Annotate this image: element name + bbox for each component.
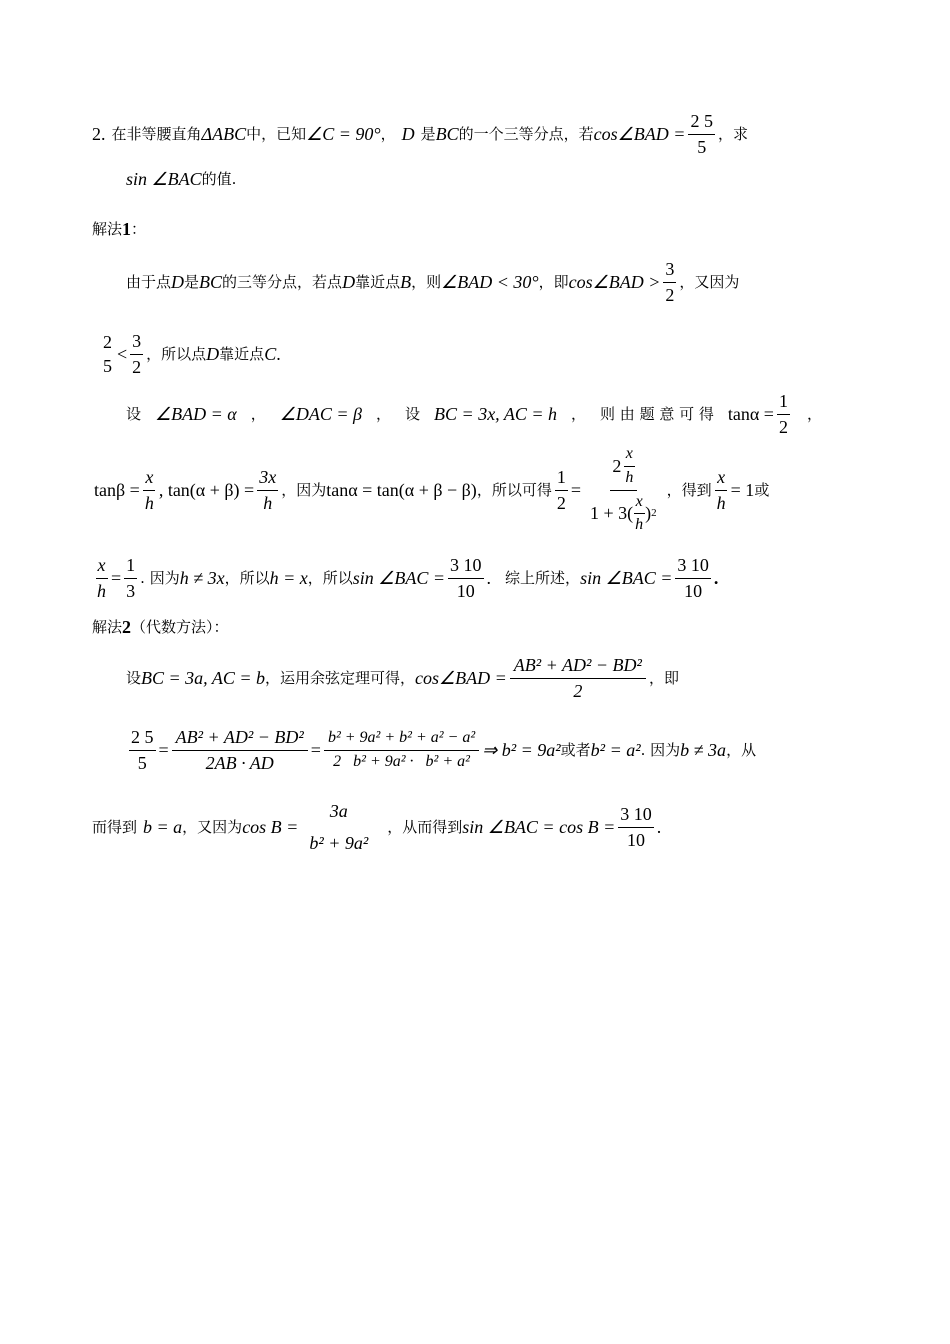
point-d: D	[206, 344, 220, 365]
text: ，从而得到	[387, 817, 463, 836]
fraction-denominator: 5	[697, 136, 707, 157]
assumption: BC = 3x, AC = h	[434, 404, 558, 425]
fraction	[324, 730, 479, 771]
cos-bad: cos∠BAD =	[415, 668, 507, 689]
exponent: 2	[651, 507, 657, 520]
period: .	[276, 344, 281, 365]
fraction	[101, 333, 114, 377]
point-d: D	[401, 124, 415, 145]
text: 的三等分点，若点	[222, 272, 343, 291]
compound-denominator	[584, 491, 664, 535]
fraction-numerator: 3x	[257, 468, 278, 491]
fraction-denominator: 2	[556, 492, 566, 513]
fraction	[618, 805, 654, 850]
problem-text-1: 在非等腰直角	[111, 124, 202, 143]
text: 靠近点	[219, 344, 265, 363]
text: ，运用余弦定理可得，	[265, 668, 416, 687]
fraction	[663, 260, 676, 305]
angle-c: ∠C = 90°	[306, 124, 381, 145]
solution-1-line-5	[92, 556, 718, 601]
equals: =	[310, 740, 321, 761]
fraction-denominator: 2AB · AD	[205, 752, 274, 773]
text: ，从	[726, 740, 757, 759]
solution-1-line-2	[98, 332, 281, 377]
solution-1-line-3	[126, 392, 822, 437]
sin-bac-equals-cos-b: sin ∠BAC = cos B =	[462, 817, 616, 838]
fraction-numerator: 3 10	[675, 556, 711, 579]
heading-number: 2	[122, 617, 132, 637]
cos-bad: cos∠BAD >	[568, 272, 661, 293]
fraction	[623, 446, 635, 487]
solution-2-line-1	[126, 656, 679, 701]
fraction-numerator: 2 5	[688, 112, 715, 135]
text: ，因为	[281, 480, 327, 499]
equation: h = x	[269, 568, 308, 589]
fraction-numerator: 3	[663, 260, 676, 283]
equation: b = a	[143, 817, 183, 838]
fraction	[777, 392, 790, 437]
point-d: D	[171, 272, 185, 293]
text: ，	[250, 404, 266, 423]
fraction	[688, 112, 715, 157]
tan-beta: tanβ =	[94, 480, 140, 501]
angle-alpha: ∠BAD = α	[155, 404, 237, 425]
fraction	[555, 468, 568, 513]
equals: =	[158, 740, 169, 761]
fraction-numerator: 1	[777, 392, 790, 415]
text: 由于点	[126, 272, 172, 291]
problem-text-6: ，求	[717, 124, 748, 143]
fraction-numerator: 3 10	[448, 556, 484, 579]
fraction	[172, 728, 308, 773]
fraction	[307, 802, 370, 853]
problem-text-4: 是	[420, 124, 436, 143]
text: ，	[806, 404, 822, 423]
identity: tanα = tan(α + β − β)	[326, 480, 477, 501]
solution-1-heading	[92, 220, 146, 238]
fraction-denominator: h	[97, 580, 106, 601]
text: ，即	[538, 272, 569, 291]
sin-bac: sin ∠BAC =	[352, 568, 446, 589]
period: .	[713, 568, 719, 589]
fraction-denominator: b² + 9a²	[309, 832, 369, 853]
fraction-denominator: h	[635, 516, 644, 534]
inequality: b ≠ 3a	[680, 740, 727, 761]
fraction-numerator: 3	[130, 332, 143, 355]
segment-bc: BC	[435, 124, 459, 145]
solution-1-line-4	[94, 446, 769, 534]
text: 设	[126, 668, 142, 687]
text: 设	[126, 404, 142, 423]
problem-text-2: 中，已知	[246, 124, 307, 143]
problem-text-5: 的一个三等分点，若	[458, 124, 594, 143]
fraction	[448, 556, 484, 601]
tan-alpha-plus-beta: , tan(α + β) =	[158, 480, 255, 501]
text: ，所以可得	[476, 480, 552, 499]
text: ，得到	[666, 480, 712, 499]
text: 而得到	[92, 817, 138, 836]
text: 或	[754, 480, 770, 499]
fraction-denominator: h	[144, 492, 154, 513]
fraction	[715, 468, 728, 513]
fraction-denominator: 2	[665, 284, 675, 305]
problem-number: 2.	[92, 124, 106, 145]
fraction	[633, 494, 645, 535]
text: 或者	[560, 740, 591, 759]
less-than: <	[117, 344, 128, 365]
fraction-denominator: 2	[573, 680, 583, 701]
fraction-numerator: x	[143, 468, 155, 491]
text: 是	[184, 272, 200, 291]
text: ，又因为	[182, 817, 243, 836]
fraction-denominator: h	[625, 468, 634, 486]
point-d: D	[342, 272, 356, 293]
fraction-numerator: AB² + AD² − BD²	[172, 728, 308, 751]
problem-line-1	[92, 112, 748, 157]
fraction-numerator: 3a	[329, 801, 348, 821]
paren: )	[645, 503, 652, 524]
solution-2-line-2	[126, 728, 756, 773]
coefficient: 2	[612, 455, 622, 476]
point-c: C	[264, 344, 277, 365]
text: 综上所述，	[505, 568, 581, 587]
fraction-denominator: 2 b² + 9a² · b² + a²	[333, 752, 470, 770]
fraction-numerator: x	[715, 468, 727, 491]
heading-text: 解法	[92, 617, 123, 636]
text: ，又因为	[679, 272, 740, 291]
fraction-numerator: 1	[555, 468, 568, 491]
segment-bc: BC	[199, 272, 223, 293]
fraction-denominator: h	[716, 492, 726, 513]
text: ，所以	[224, 568, 270, 587]
period: .	[486, 568, 492, 589]
tan-alpha: tanα =	[727, 404, 774, 425]
compound-fraction	[584, 446, 664, 534]
problem-text-7: 的值.	[201, 169, 237, 188]
equals-one: = 1	[730, 480, 755, 501]
fraction-numerator: b² + 9a² + b² + a² − a²	[324, 730, 479, 751]
fraction	[257, 468, 278, 513]
text: 设	[405, 404, 421, 423]
fraction-numerator: x	[624, 446, 635, 467]
fraction	[95, 556, 108, 601]
text: 1 + 3(	[589, 503, 634, 524]
angle-bad-bound: ∠BAD < 30°	[441, 272, 539, 293]
fraction	[129, 728, 156, 773]
text: ，则	[411, 272, 442, 291]
fraction	[130, 332, 143, 377]
text: . 因为	[640, 740, 681, 759]
angle-beta: ∠DAC = β	[279, 404, 363, 425]
fraction	[143, 468, 156, 513]
problem-text-3: ，	[380, 124, 396, 143]
problem-line-2	[126, 170, 236, 188]
solution-2-heading	[92, 618, 229, 636]
text: ，	[571, 404, 587, 423]
solution-1-line-1	[126, 260, 739, 305]
sin-bac: sin ∠BAC =	[580, 568, 673, 589]
fraction-denominator: 10	[456, 580, 475, 601]
fraction-numerator: x	[634, 494, 645, 515]
heading-colon: ：	[131, 219, 147, 238]
fraction-numerator: 1	[124, 556, 137, 579]
text: 靠近点	[355, 272, 401, 291]
fraction	[124, 556, 137, 601]
heading-text: 解法	[92, 219, 123, 238]
assumption: BC = 3a, AC = b	[141, 668, 265, 689]
triangle-label: ΔABC	[201, 124, 247, 145]
text: 则 由 题 意 可 得	[600, 404, 714, 423]
cos-bad: cos∠BAD =	[593, 124, 686, 145]
implication: ⇒ b² = 9a²	[482, 740, 561, 761]
cos-b: cos B =	[242, 817, 299, 838]
period: .	[656, 817, 662, 838]
solution-2-line-3	[92, 802, 661, 853]
fraction-denominator: 10	[626, 829, 645, 850]
equals: =	[570, 480, 581, 501]
heading-number: 1	[122, 219, 132, 239]
text: ，即	[648, 668, 679, 687]
fraction	[510, 656, 646, 701]
fraction-numerator: 3 10	[618, 805, 654, 828]
fraction-denominator: 2	[132, 356, 142, 377]
fraction-denominator: 3	[126, 580, 136, 601]
fraction-denominator: 5	[103, 356, 112, 377]
text: ，	[376, 404, 392, 423]
equation: b² = a²	[590, 740, 641, 761]
text: . 因为	[140, 568, 180, 587]
fraction	[675, 556, 711, 601]
sin-bac: sin ∠BAC	[126, 169, 202, 189]
fraction-numerator: AB² + AD² − BD²	[510, 656, 646, 679]
heading-text: （代数方法）：	[131, 617, 229, 636]
fraction-denominator: 5	[137, 752, 147, 773]
fraction-denominator: h	[263, 492, 273, 513]
equals: =	[111, 568, 122, 589]
fraction-numerator: x	[96, 556, 108, 579]
fraction-denominator: 2	[778, 416, 788, 437]
point-b: B	[400, 272, 412, 293]
compound-numerator	[610, 446, 637, 491]
fraction-numerator: 2 5	[129, 728, 156, 751]
fraction-numerator: 2	[103, 331, 112, 352]
inequality: h ≠ 3x	[179, 568, 225, 589]
text: ，所以	[307, 568, 353, 587]
text: ，所以点	[146, 344, 207, 363]
fraction-denominator: 10	[684, 580, 703, 601]
